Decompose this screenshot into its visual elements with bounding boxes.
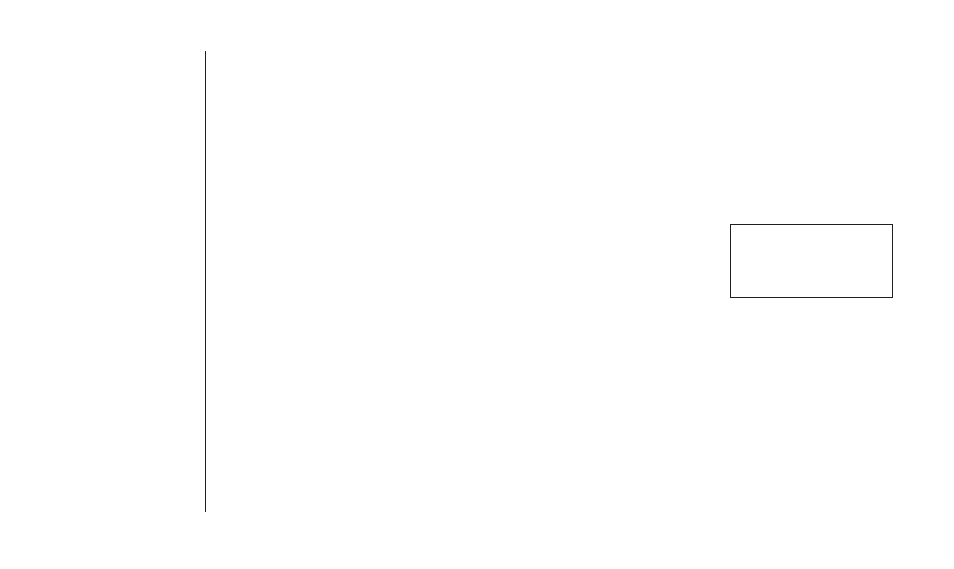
lcd-menu-row: [737, 232, 892, 248]
lcd-screen: [730, 224, 893, 298]
vertical-rule: [205, 51, 206, 512]
